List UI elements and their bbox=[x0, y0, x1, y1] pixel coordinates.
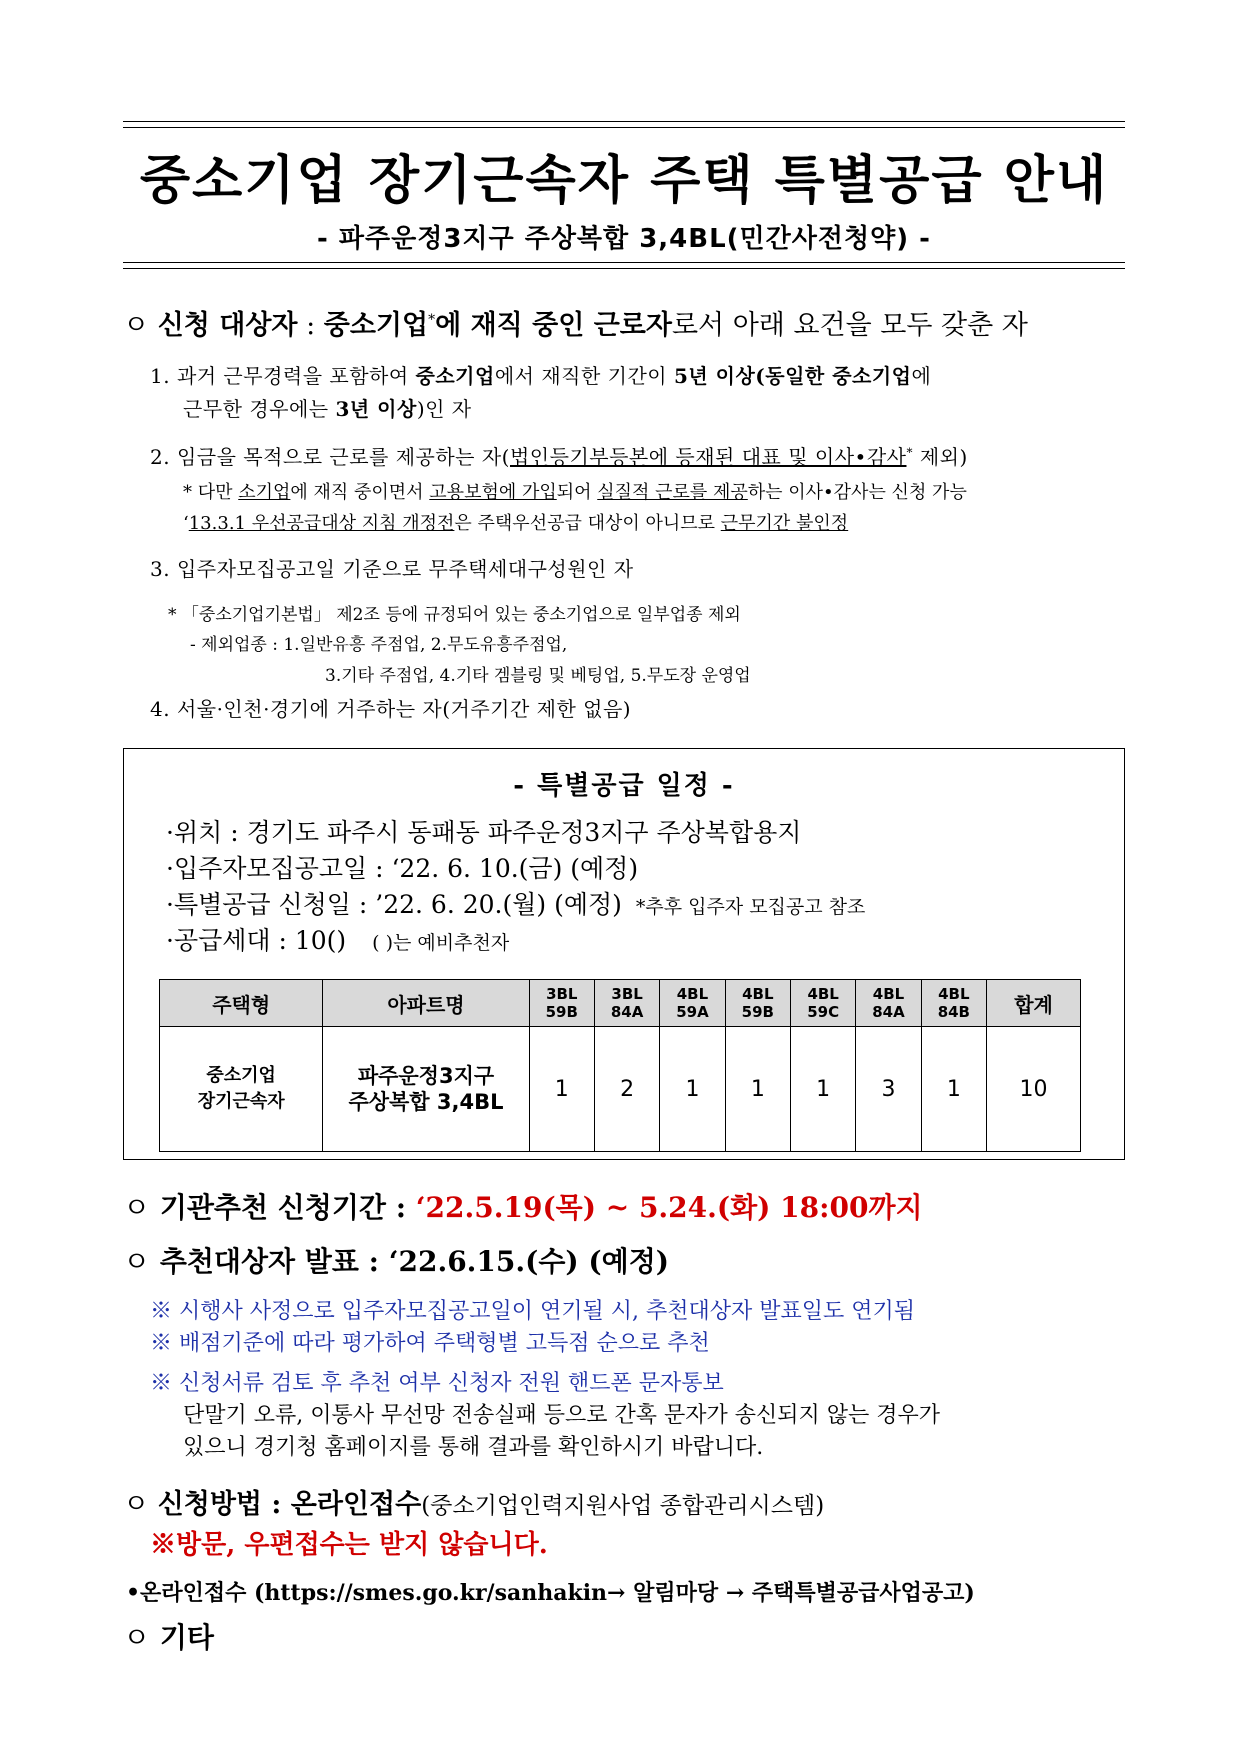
value-cell: 1 bbox=[725, 1027, 790, 1152]
value-cell: 3 bbox=[856, 1027, 921, 1152]
value-cell: 1 bbox=[921, 1027, 986, 1152]
header-cell: 합계 bbox=[987, 980, 1081, 1027]
schedule-location: ·위치 : 경기도 파주시 동패동 파주운정3지구 주상복합용지 bbox=[166, 818, 802, 847]
row-apartment-name: 파주운정3지구 주상복합 3,4BL bbox=[323, 1027, 529, 1152]
schedule-box bbox=[123, 748, 1125, 1160]
schedule-notice-date: ·입주자모집공고일 : ‘22. 6. 10.(금) (예정) bbox=[166, 854, 639, 883]
header-cell: 4BL 84A bbox=[856, 980, 921, 1027]
supply-table bbox=[159, 979, 1081, 1152]
announcement-note-2: ※ 배점기준에 따라 평가하여 주택형별 고득점 순으로 추천 bbox=[150, 1331, 710, 1356]
announcement-extra-2: 있으니 경기청 홈페이지를 통해 결과를 확인하시기 바랍니다. bbox=[183, 1435, 764, 1460]
section-bullet: ㅇ bbox=[123, 310, 150, 341]
value-cell: 1 bbox=[529, 1027, 594, 1152]
schedule-apply-date: ·특별공급 신청일 : ’22. 6. 20.(월) (예정) *추후 입주자 모집공고 참조 bbox=[166, 890, 866, 919]
footnote-sme-definition: * 「중소기업기본법」 제2조 등에 규정되어 있는 중소기업으로 일부업종 제외 bbox=[168, 605, 741, 625]
announcement-note-3: ※ 신청서류 검토 후 추천 여부 신청자 전원 핸드폰 문자통보 bbox=[150, 1371, 724, 1396]
page-subtitle: - 파주운정3지구 주상복합 3,4BL(민간사전청약) - bbox=[317, 224, 931, 254]
bottom-rule bbox=[123, 268, 1125, 269]
method-heading: ㅇ 신청방법 : 온라인접수(중소기업인력지원사업 종합관리시스템) bbox=[123, 1489, 825, 1520]
top-rule-inner bbox=[123, 127, 1125, 128]
announcement-extra-1: 단말기 오류, 이통사 무선망 전송실패 등으로 간혹 문자가 송신되지 않는 경우가 bbox=[183, 1403, 940, 1428]
schedule-units: ·공급세대 : 10() ( )는 예비추천자 bbox=[166, 926, 510, 955]
header-cell: 4BL 59B bbox=[725, 980, 790, 1027]
other-heading: ㅇ 기타 bbox=[123, 1621, 214, 1654]
table-row bbox=[160, 1027, 1081, 1152]
eligibility-item-1: 1. 과거 근무경력을 포함하여 중소기업에서 재직한 기간이 5년 이상(동일한 중소기업에 bbox=[150, 364, 932, 388]
announcement-heading: ㅇ 추천대상자 발표 : ‘22.6.15.(수) (예정) bbox=[123, 1245, 670, 1278]
header-cell: 3BL 84A bbox=[594, 980, 659, 1027]
total-cell: 10 bbox=[987, 1027, 1081, 1152]
header-cell: 4BL 59A bbox=[660, 980, 725, 1027]
header-cell: 4BL 84B bbox=[921, 980, 986, 1027]
eligibility-item-1-cont: 근무한 경우에는 3년 이상)인 자 bbox=[183, 397, 472, 421]
method-warning: ※방문, 우편접수는 받지 않습니다. bbox=[150, 1530, 548, 1560]
value-cell: 2 bbox=[594, 1027, 659, 1152]
announcement-note-1: ※ 시행사 사정으로 입주자모집공고일이 연기될 시, 추천대상자 발표일도 연기됨 bbox=[150, 1299, 916, 1324]
top-rule bbox=[123, 121, 1125, 122]
header-cell: 4BL 59C bbox=[790, 980, 855, 1027]
eligibility-item-2: 2. 임금을 목적으로 근로를 제공하는 자(법인등기부등본에 등재된 대표 및 이사•감사* 제외) bbox=[150, 445, 968, 469]
value-cell: 1 bbox=[790, 1027, 855, 1152]
agency-period: ㅇ 기관추천 신청기간 : ‘22.5.19(목) ~ 5.24.(화) 18:00까지 bbox=[123, 1191, 923, 1224]
header-cell: 3BL 59B bbox=[529, 980, 594, 1027]
footnote-excluded-1: - 제외업종 : 1.일반유흥 주점업, 2.무도유흥주점업, bbox=[190, 635, 568, 655]
online-application-link[interactable]: •온라인접수 (https://smes.go.kr/sanhakin→ 알림마당 → 주택특별공급사업공고) bbox=[126, 1580, 975, 1606]
value-cell: 1 bbox=[660, 1027, 725, 1152]
header-cell: 아파트명 bbox=[323, 980, 529, 1027]
eligibility-item-2-note-2: ‘13.3.1 우선공급대상 지침 개정전은 주택우선공급 대상이 아니므로 근무기간 불인정 bbox=[183, 513, 849, 534]
footnote-excluded-2: 3.기타 주점업, 4.기타 겜블링 및 베팅업, 5.무도장 운영업 bbox=[325, 666, 751, 686]
header-cell: 주택형 bbox=[160, 980, 323, 1027]
eligibility-item-4: 4. 서울·인천·경기에 거주하는 자(거주기간 제한 없음) bbox=[150, 697, 632, 721]
eligibility-item-2-note-1: * 다만 소기업에 재직 중이면서 고용보험에 가입되어 실질적 근로를 제공하는 이사•감사는 신청 가능 bbox=[183, 482, 967, 503]
bottom-rule-inner bbox=[123, 262, 1125, 263]
schedule-title: - 특별공급 일정 - bbox=[513, 771, 735, 801]
row-housing-type: 중소기업 장기근속자 bbox=[160, 1027, 323, 1152]
agency-period-value: ‘22.5.19(목) ~ 5.24.(화) 18:00까지 bbox=[415, 1191, 923, 1224]
eligibility-heading: ㅇ 신청 대상자 : 중소기업*에 재직 중인 근로자로서 아래 요건을 모두 갖춘 자 bbox=[123, 310, 1028, 341]
table-header-row bbox=[160, 980, 1081, 1027]
eligibility-item-3: 3. 입주자모집공고일 기준으로 무주택세대구성원인 자 bbox=[150, 557, 634, 581]
page-title: 중소기업 장기근속자 주택 특별공급 안내 bbox=[139, 151, 1109, 211]
